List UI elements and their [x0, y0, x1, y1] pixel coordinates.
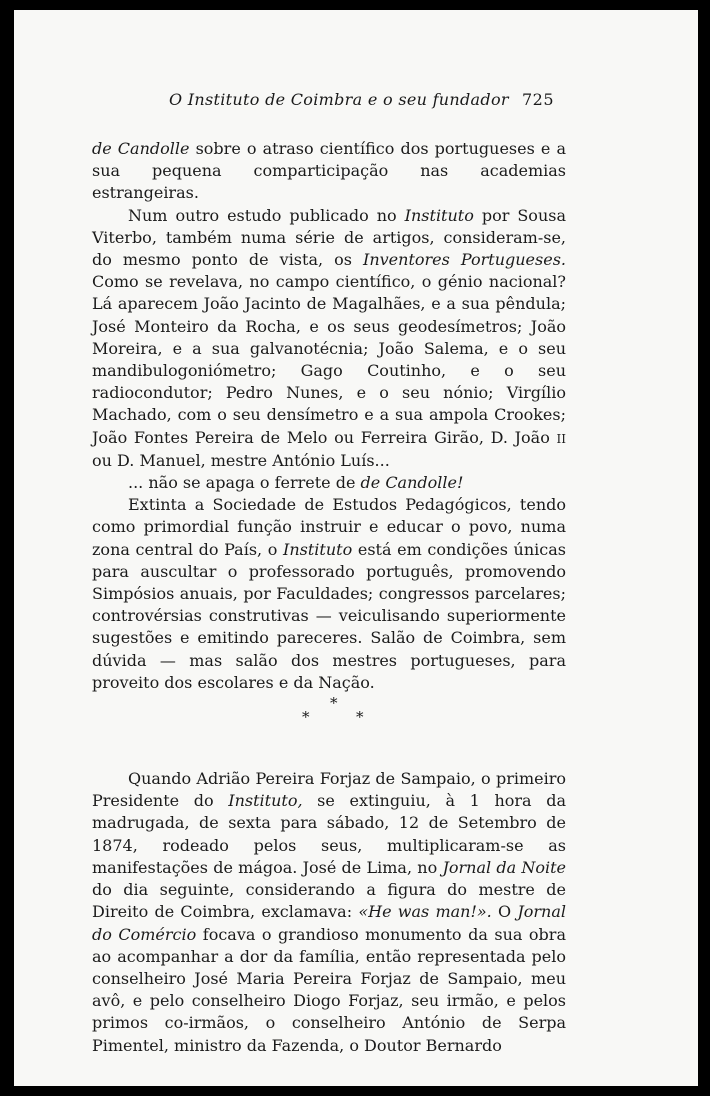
asterisk-glyph: * [302, 708, 310, 727]
paragraph [92, 472, 566, 494]
text-run: do dia seguinte, considerando a figura do mestre de Direito de Coimbra, exclamava: [92, 880, 566, 922]
paragraph [92, 768, 566, 1057]
running-header [14, 90, 698, 116]
italic-run: Inventores Portugueses. [363, 250, 566, 270]
paragraph [92, 205, 566, 472]
paragraph [92, 494, 566, 694]
text-run: ... não se apaga o ferrete de [128, 473, 361, 493]
text-run: sobre o atraso científico dos portugueses e a sua pequena comparticipação nas academias estrangeiras. [92, 139, 566, 203]
smallcaps-run: II [556, 431, 566, 446]
text-run: Como se revelava, no campo científico, o génio nacional? Lá aparecem João Jacinto de Magalhães, e a sua pêndula; José Monteiro da Rocha, e os seus geodesímetros; João Moreira, e a sua galvanotécnia; João Salema, e o seu mandibulogoniómetro; Gago Coutinho, e o seu radiocondutor; Pedro Nunes, e o seu nónio; Virgílio Machado, com o seu densímetro e a sua ampola Crookes; João Fontes Pereira de Melo ou Ferreira Girão, D. João [92, 272, 566, 447]
italic-run: Jornal da Noite [442, 857, 566, 877]
italic-run: «He was man!». [358, 902, 492, 922]
asterisk-glyph: * [330, 694, 338, 713]
running-title: O Instituto de Coimbra e o seu fundador [169, 90, 509, 109]
italic-run: Instituto, [228, 791, 303, 811]
asterisk-glyph: * [356, 708, 364, 727]
italic-run: Jornal do Comércio [92, 902, 566, 944]
text-run: por Sousa Viterbo, também numa série de artigos, consideram-se, do mesmo ponto de vista, os [92, 205, 566, 270]
text-run: se extinguiu, à 1 hora da madrugada, de sexta para sábado, 12 de Setembro de 1874, rodeado pelos seus, multiplicaram-se as manifestações de mágoa. José de Lima, no [92, 791, 567, 877]
body-text [92, 138, 566, 1057]
document-page [14, 10, 698, 1086]
text-run: Extinta a Sociedade de Estudos Pedagógicos, tendo como primordial função instruir e educar o povo, numa zona central do País, o [92, 495, 566, 559]
text-run: está em condições únicas para auscultar o professorado português, promovendo Simpósios anuais, por Faculdades; congressos parcelares; controvérsias construtivas — veiculisando superiormente sugestões e emitindo pareceres. Salão de Coimbra, sem dúvida — mas salão dos mestres portugueses, para proveito dos escolares e da Nação. [92, 539, 566, 692]
section-separator [92, 696, 566, 728]
text-run: ou D. Manuel, mestre António Luís... [92, 450, 390, 470]
italic-run: de Candolle! [360, 473, 464, 493]
paragraph [92, 138, 566, 205]
text-run: Quando Adrião Pereira Forjaz de Sampaio, o primeiro Presidente do [92, 769, 566, 811]
page-number: 725 [522, 90, 555, 109]
italic-run: de Candolle [92, 139, 190, 158]
text-run: focava o grandioso monumento da sua obra ao acompanhar a dor da família, então representada pelo conselheiro José Maria Pereira Forjaz de Sampaio, meu avô, e pelo conselheiro Diogo Forjaz, seu irmão, e pelos primos co-irmãos, o conselheiro António de Serpa Pimentel, ministro da Fazenda, o Doutor Bernardo [92, 924, 566, 1055]
italic-run: Instituto [283, 539, 353, 559]
text-run: Num outro estudo publicado no [128, 205, 405, 225]
text-run: O [491, 902, 518, 922]
italic-run: Instituto [404, 205, 474, 225]
